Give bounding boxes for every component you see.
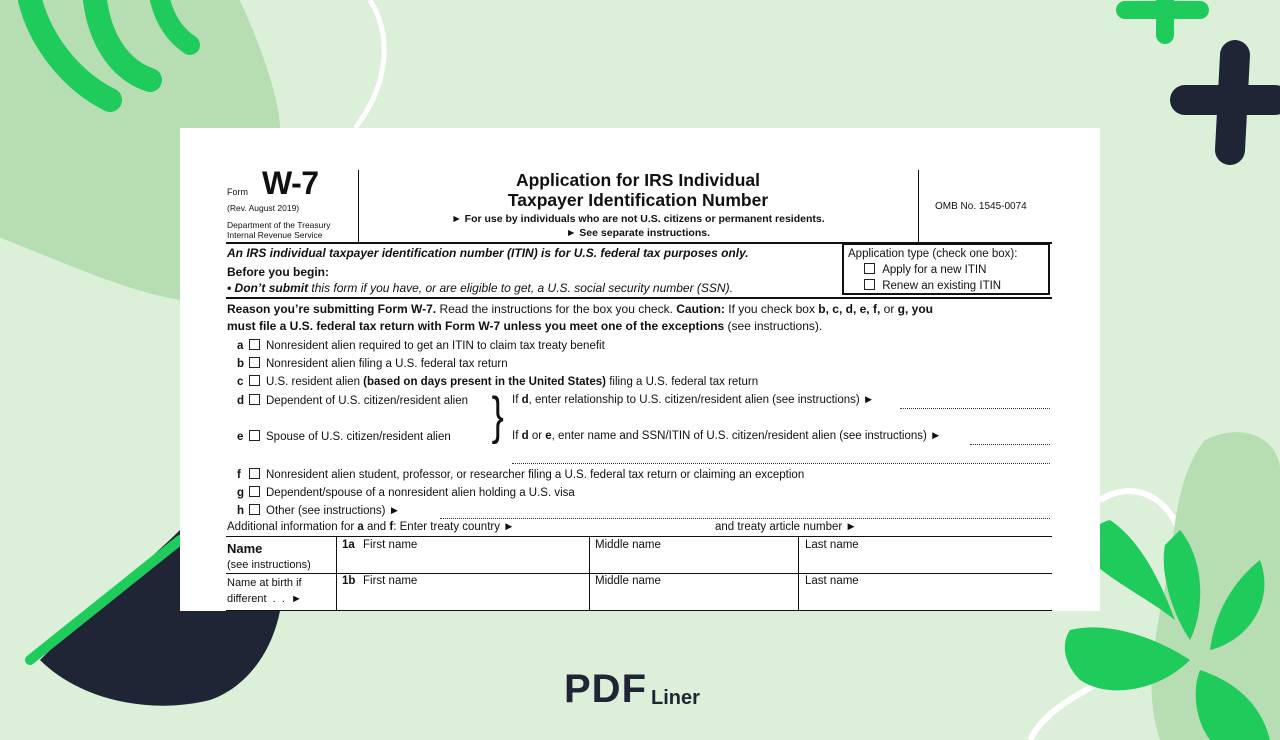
treaty-article-label: and treaty article number ► (715, 521, 857, 533)
form-instructions-note: ► See separate instructions. (565, 227, 711, 239)
reason-option-c[interactable]: c U.S. resident alien (based on days present in the United States) filing a U.S. federal tax return (237, 376, 759, 388)
additional-info-label: Additional information for a and f: Enter treaty country ► (227, 521, 515, 533)
row-1a-number: 1a (342, 539, 355, 551)
form-title-line2: Taxpayer Identification Number (507, 190, 769, 210)
relationship-field[interactable] (900, 408, 1050, 409)
middle-name-field-1b[interactable]: Middle name (595, 575, 661, 587)
form-revision: (Rev. August 2019) (227, 203, 300, 213)
renew-checkbox[interactable] (864, 279, 875, 290)
birth-name-label-1: Name at birth if (227, 577, 302, 589)
last-name-field-1a[interactable]: Last name (805, 539, 859, 551)
reason-line-2: must file a U.S. federal tax return with Form W-7 unless you meet one of the exceptions (see instructions). (227, 319, 823, 333)
form-dept: Department of the Treasury (227, 220, 331, 230)
checkbox-h[interactable] (249, 504, 260, 515)
form-label: Form (227, 187, 248, 197)
form-irs: Internal Revenue Service (227, 230, 323, 240)
brace-symbol: } (491, 387, 504, 445)
reason-option-b[interactable]: b Nonresident alien filing a U.S. federal tax return (237, 358, 508, 370)
reason-option-g[interactable]: g Dependent/spouse of a nonresident alien holding a U.S. visa (237, 487, 575, 499)
application-type-title: Application type (check one box): (848, 248, 1018, 260)
checkbox-a[interactable] (249, 339, 260, 350)
reason-option-d[interactable]: d Dependent of U.S. citizen/resident alien (237, 395, 469, 407)
name-label: Name (227, 541, 263, 556)
form-number: W-7 (262, 165, 319, 201)
renew-itin-option[interactable]: Renew an existing ITIN (864, 279, 1001, 292)
w7-form-preview (180, 128, 1100, 611)
reason-option-a[interactable]: a Nonresident alien required to get an ITIN to claim tax treaty benefit (237, 340, 605, 352)
name-ssn-field-2[interactable] (512, 463, 1050, 464)
application-type-box (842, 243, 1050, 295)
before-you-begin: Before you begin: (227, 265, 330, 279)
checkbox-g[interactable] (249, 486, 260, 497)
apply-new-checkbox[interactable] (864, 263, 875, 274)
birth-name-label-2: different . . ► (227, 593, 302, 605)
omb-number: OMB No. 1545-0074 (935, 201, 1027, 212)
checkbox-f[interactable] (249, 468, 260, 479)
itin-purpose: An IRS individual taxpayer identification number (ITIN) is for U.S. federal tax purposes only. (227, 246, 749, 260)
reason-option-e[interactable]: e Spouse of U.S. citizen/resident alien (237, 431, 451, 443)
checkbox-d[interactable] (249, 394, 260, 405)
dont-submit-note: • Don’t submit this form if you have, or are eligible to get, a U.S. social security number (SSN). (227, 281, 733, 295)
row-1b-number: 1b (342, 575, 356, 587)
pdfliner-logo (564, 665, 700, 709)
checkbox-b[interactable] (249, 357, 260, 368)
logo-sub-text: Liner (651, 687, 700, 709)
first-name-field-1a[interactable]: First name (363, 539, 418, 551)
middle-name-field-1a[interactable]: Middle name (595, 539, 661, 551)
name-sub-label: (see instructions) (227, 559, 311, 571)
other-reason-field[interactable] (440, 518, 1050, 519)
apply-new-itin-option[interactable]: Apply for a new ITIN (864, 263, 986, 276)
reason-option-h[interactable]: h Other (see instructions) ► (237, 505, 401, 517)
name-ssn-field[interactable] (970, 444, 1050, 445)
reason-option-f[interactable]: f Nonresident alien student, professor, or researcher filing a U.S. federal tax return or claiming an exception (237, 469, 805, 481)
form-title-line1: Application for IRS Individual (515, 170, 761, 190)
checkbox-c[interactable] (249, 375, 260, 386)
form-use-note: ► For use by individuals who are not U.S. citizens or permanent residents. (451, 213, 825, 225)
first-name-field-1b[interactable]: First name (363, 575, 418, 587)
logo-main-text: PDF (564, 667, 647, 711)
if-de-instruction: If d or e, enter name and SSN/ITIN of U.S. citizen/resident alien (see instructions) ► (512, 430, 942, 442)
reason-line-1: Reason you’re submitting Form W-7. Read the instructions for the box you check. Caution: If you check box b, c, d, e, f, or g, you (227, 302, 933, 316)
last-name-field-1b[interactable]: Last name (805, 575, 859, 587)
checkbox-e[interactable] (249, 430, 260, 441)
if-d-instruction: If d, enter relationship to U.S. citizen/resident alien (see instructions) ► (512, 394, 875, 406)
